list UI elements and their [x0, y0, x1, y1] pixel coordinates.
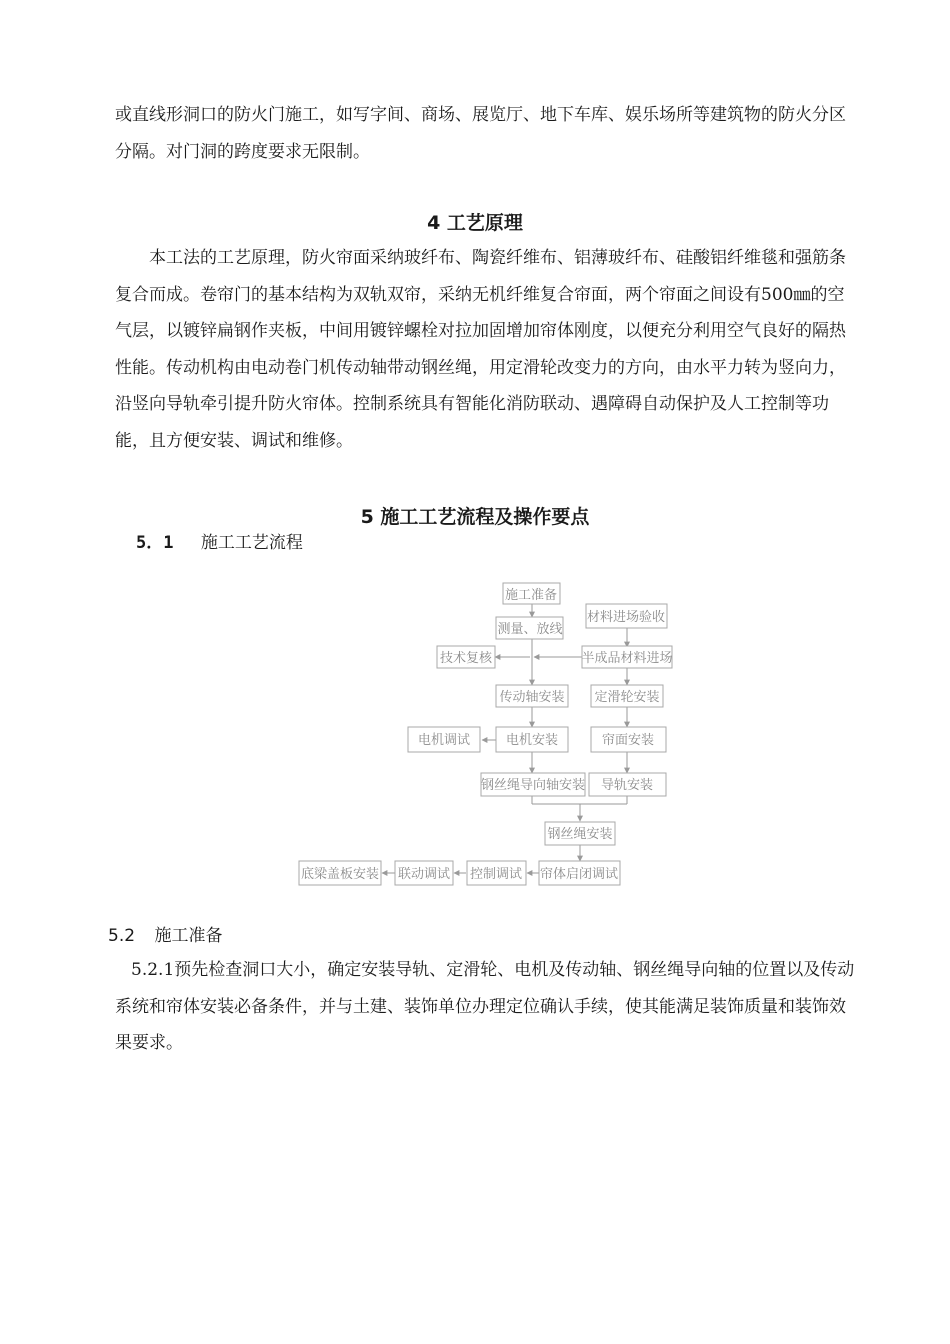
- box-curtain-open-close-debug: [539, 861, 620, 885]
- box-motor-install: [496, 727, 568, 752]
- box-control-debug-label: 控制调试: [469, 867, 523, 882]
- box-rail-install-label: 导轨安装: [600, 778, 654, 793]
- box-curtain-open-close-debug-label: 帘体启闭调试: [539, 867, 619, 882]
- construction-flowchart: [290, 572, 690, 892]
- box-material-check: [586, 604, 667, 628]
- box-prep-label: 施工准备: [504, 588, 558, 603]
- intro-paragraph: 或直线形洞口的防火门施工，如写字间、商场、展览厅、地下车库、娱乐场所等建筑物的防火分区分隔。对门洞的跨度要求无限制。: [115, 105, 846, 162]
- box-survey-label: 测量、放线: [497, 622, 563, 637]
- box-control-debug: [467, 861, 526, 885]
- subsection-5-1-title: 施工工艺流程: [200, 533, 303, 553]
- subsection-5-1: [136, 528, 303, 553]
- box-tech-review-label: 技术复核: [439, 651, 493, 666]
- box-guide-shaft-install-label: 钢丝绳导向轴安装: [480, 778, 586, 793]
- box-rope-install: [545, 822, 615, 845]
- box-rail-install: [589, 773, 666, 796]
- subsection-5-2-title: 施工准备: [154, 926, 223, 946]
- box-prep: [503, 583, 560, 604]
- subsection-5-1-number: 5．1: [136, 533, 174, 553]
- subsection-5-2: [108, 921, 222, 946]
- subsection-5-2-body: 5.2.1预先检查洞口大小，确定安装导轨、定滑轮、电机及传动轴、钢丝绳导向轴的位置以及传动系统和帘体安装必备条件，并与土建、装饰单位办理定位确认手续，使其能满足装饰质量和装饰效果要求。: [115, 960, 855, 1053]
- box-tech-review: [437, 646, 495, 668]
- box-semi-product-label: 半成品材料进场: [581, 651, 673, 666]
- box-beam-cover-install-label: 底梁盖板安装: [300, 867, 380, 882]
- box-linkage-debug-label: 联动调试: [397, 867, 451, 882]
- box-rope-install-label: 钢丝绳安装: [547, 827, 613, 842]
- box-semi-product: [581, 646, 672, 668]
- box-curtain-install-label: 帘面安装: [601, 733, 655, 748]
- box-pulley-install: [591, 685, 663, 707]
- box-survey: [496, 617, 563, 639]
- box-motor-install-label: 电机安装: [505, 733, 559, 748]
- box-beam-cover-install: [299, 861, 381, 885]
- box-pulley-install-label: 定滑轮安装: [594, 690, 660, 705]
- box-shaft-install-label: 传动轴安装: [499, 690, 565, 705]
- box-motor-debug-label: 电机调试: [417, 733, 471, 748]
- box-curtain-install: [591, 727, 666, 752]
- section-5-title: 5 施工工艺流程及操作要点: [360, 506, 590, 528]
- subsection-5-2-number: 5.2: [108, 926, 136, 946]
- box-material-check-label: 材料进场验收: [586, 610, 666, 625]
- box-shaft-install: [496, 685, 568, 707]
- box-guide-shaft-install: [481, 773, 585, 796]
- box-linkage-debug: [395, 861, 453, 885]
- section-4-body: 本工法的工艺原理，防火帘面采纳玻纤布、陶瓷纤维布、铝薄玻纤布、硅酸铝纤维毯和强筋条复合而成。卷帘门的基本结构为双轨双帘，采纳无机纤维复合帘面，两个帘面之间设有500㎜的空气层，以镀锌扁钢作夹板，中间用镀锌螺栓对拉加固增加帘体刚度，以便充分利用空气良好的隔热性能。传动机构由电动卷门机传动轴带动钢丝绳，用定滑轮改变力的方向，由水平力转为竖向力，沿竖向导轨牵引提升防火帘体。控制系统具有智能化消防联动、遇障碍自动保护及人工控制等功能，且方便安装、调试和维修。: [115, 248, 846, 451]
- section-4-title: 4 工艺原理: [427, 212, 523, 234]
- box-motor-debug: [408, 727, 480, 752]
